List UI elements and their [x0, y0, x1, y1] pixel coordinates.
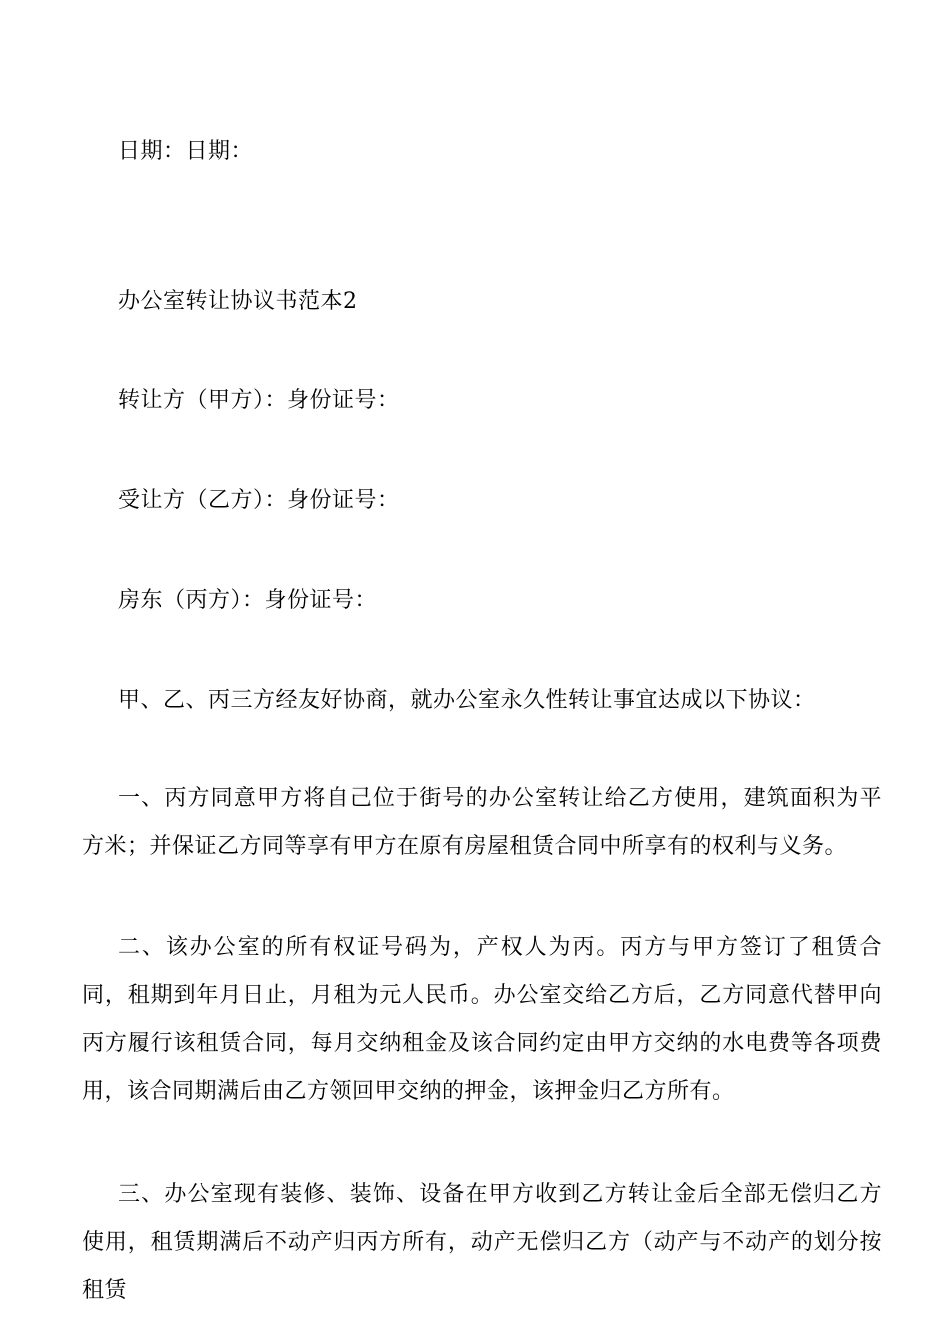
clause-3: 三、办公室现有装修、装饰、设备在甲方收到乙方转让金后全部无偿归乙方使用，租赁期满后不动产归丙方所有，动产无偿归乙方（动产与不动产的划分按租赁: [82, 1182, 882, 1303]
clause-2: 二、该办公室的所有权证号码为，产权人为丙。丙方与甲方签订了租赁合同，租期到年月日止，月租为元人民币。办公室交给乙方后，乙方同意代替甲向丙方履行该租赁合同，每月交纳租金及该合同约定由甲方交纳的水电费等各项费用，该合同期满后由乙方领回甲交纳的押金，该押金归乙方所有。: [82, 935, 882, 1104]
landlord-line: 房东（丙方）：身份证号：: [118, 588, 378, 613]
clause-1: 一、丙方同意甲方将自己位于街号的办公室转让给乙方使用，建筑面积为平方米；并保证乙方同等享有甲方在原有房屋租赁合同中所享有的权利与义务。: [82, 786, 882, 859]
transferor-line: 转让方（甲方）：身份证号：: [118, 388, 400, 413]
intro-paragraph: 甲、乙、丙三方经友好协商，就办公室永久性转让事宜达成以下协议：: [118, 688, 816, 713]
document-title: 办公室转让协议书范本2: [118, 289, 358, 314]
transferee-line: 受让方（乙方）：身份证号：: [118, 488, 400, 513]
date-line: 日期：日期：: [118, 139, 254, 164]
